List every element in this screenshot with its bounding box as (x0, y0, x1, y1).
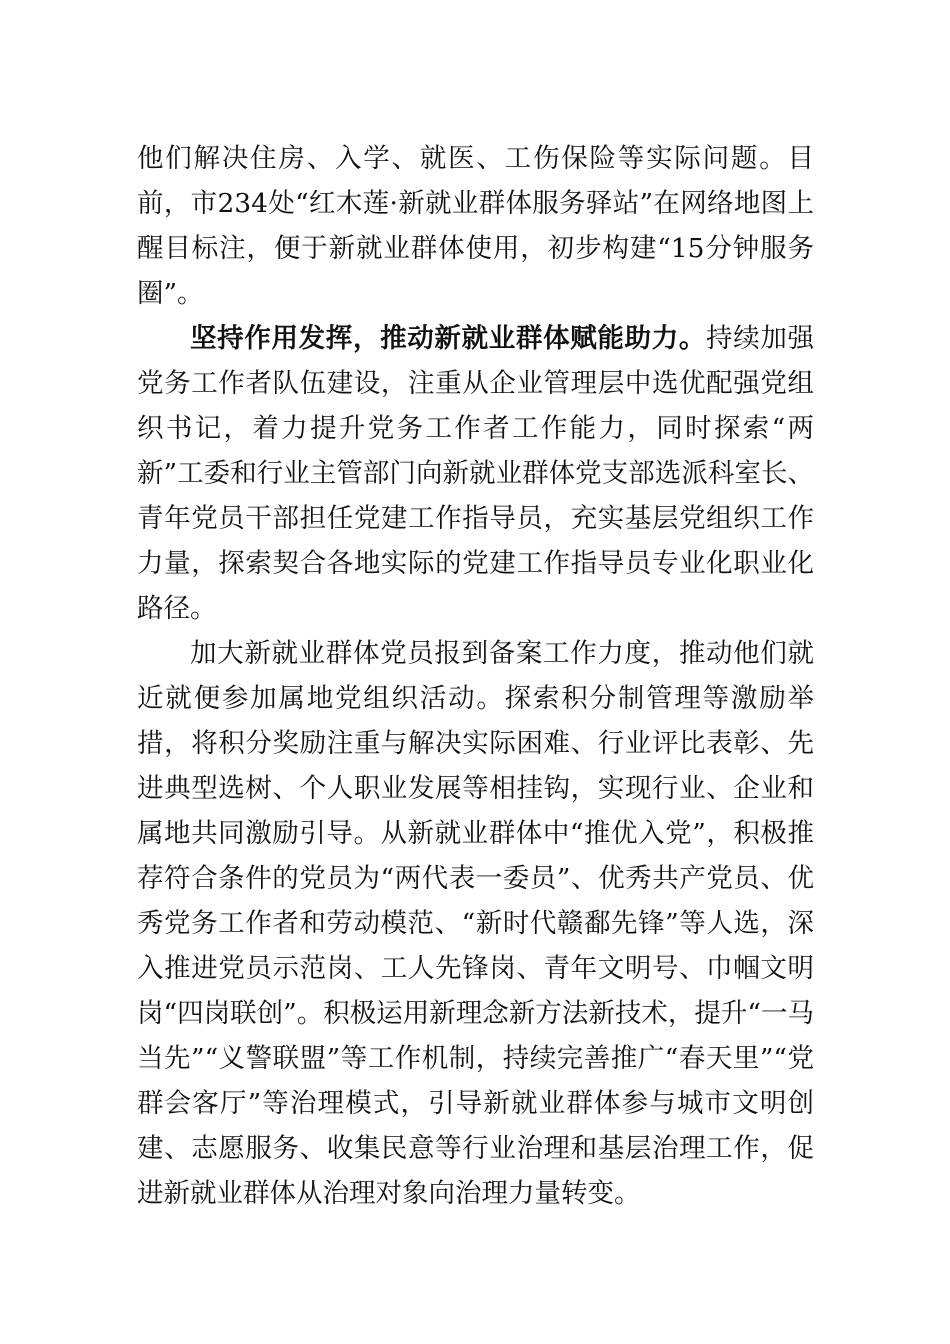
paragraph-heading: 坚持作用发挥，推动新就业群体赋能助力。 (190, 323, 707, 354)
paragraph-incentives: 加大新就业群体党员报到备案工作力度，推动他们就近就便参加属地党组织活动。探索积分制管理等激励举措，将积分奖励注重与解决实际困难、行业评比表彰、先进典型选树、个人职业发展等相挂钩，实现行业、企业和属地共同激励引导。从新就业群体中“推优入党”，积极推荐符合条件的党员为“两代表一委员”、优秀共产党员、优秀党务工作者和劳动模范、“新时代赣鄱先锋”等人选，深入推进党员示范岗、工人先锋岗、青年文明号、巾帼文明岗“四岗联创”。积极运用新理念新方法新技术，提升“一马当先”“义警联盟”等工作机制，持续完善推广“春天里”“党群会客厅”等治理模式，引导新就业群体参与城市文明创建、志愿服务、收集民意等行业治理和基层治理工作，促进新就业群体从治理对象向治理力量转变。 (137, 638, 814, 1209)
paragraph-body: 持续加强党务工作者队伍建设，注重从企业管理层中选优配强党组织书记，着力提升党务工作者工作能力，同时探索“两新”工委和行业主管部门向新就业群体党支部选派科室长、青年党员干部担任党建工作指导员，充实基层党组织工作力量，探索契合各地实际的党建工作指导员专业化职业化路径。 (137, 323, 815, 624)
paragraph-continuation: 他们解决住房、入学、就医、工伤保险等实际问题。目前，市234处“红木莲·新就业群体服务驿站”在网络地图上醒目标注，便于新就业群体使用，初步构建“15分钟服务圈”。 (137, 143, 814, 309)
document-page (137, 136, 814, 1216)
paragraph-role-exertion (137, 316, 814, 631)
